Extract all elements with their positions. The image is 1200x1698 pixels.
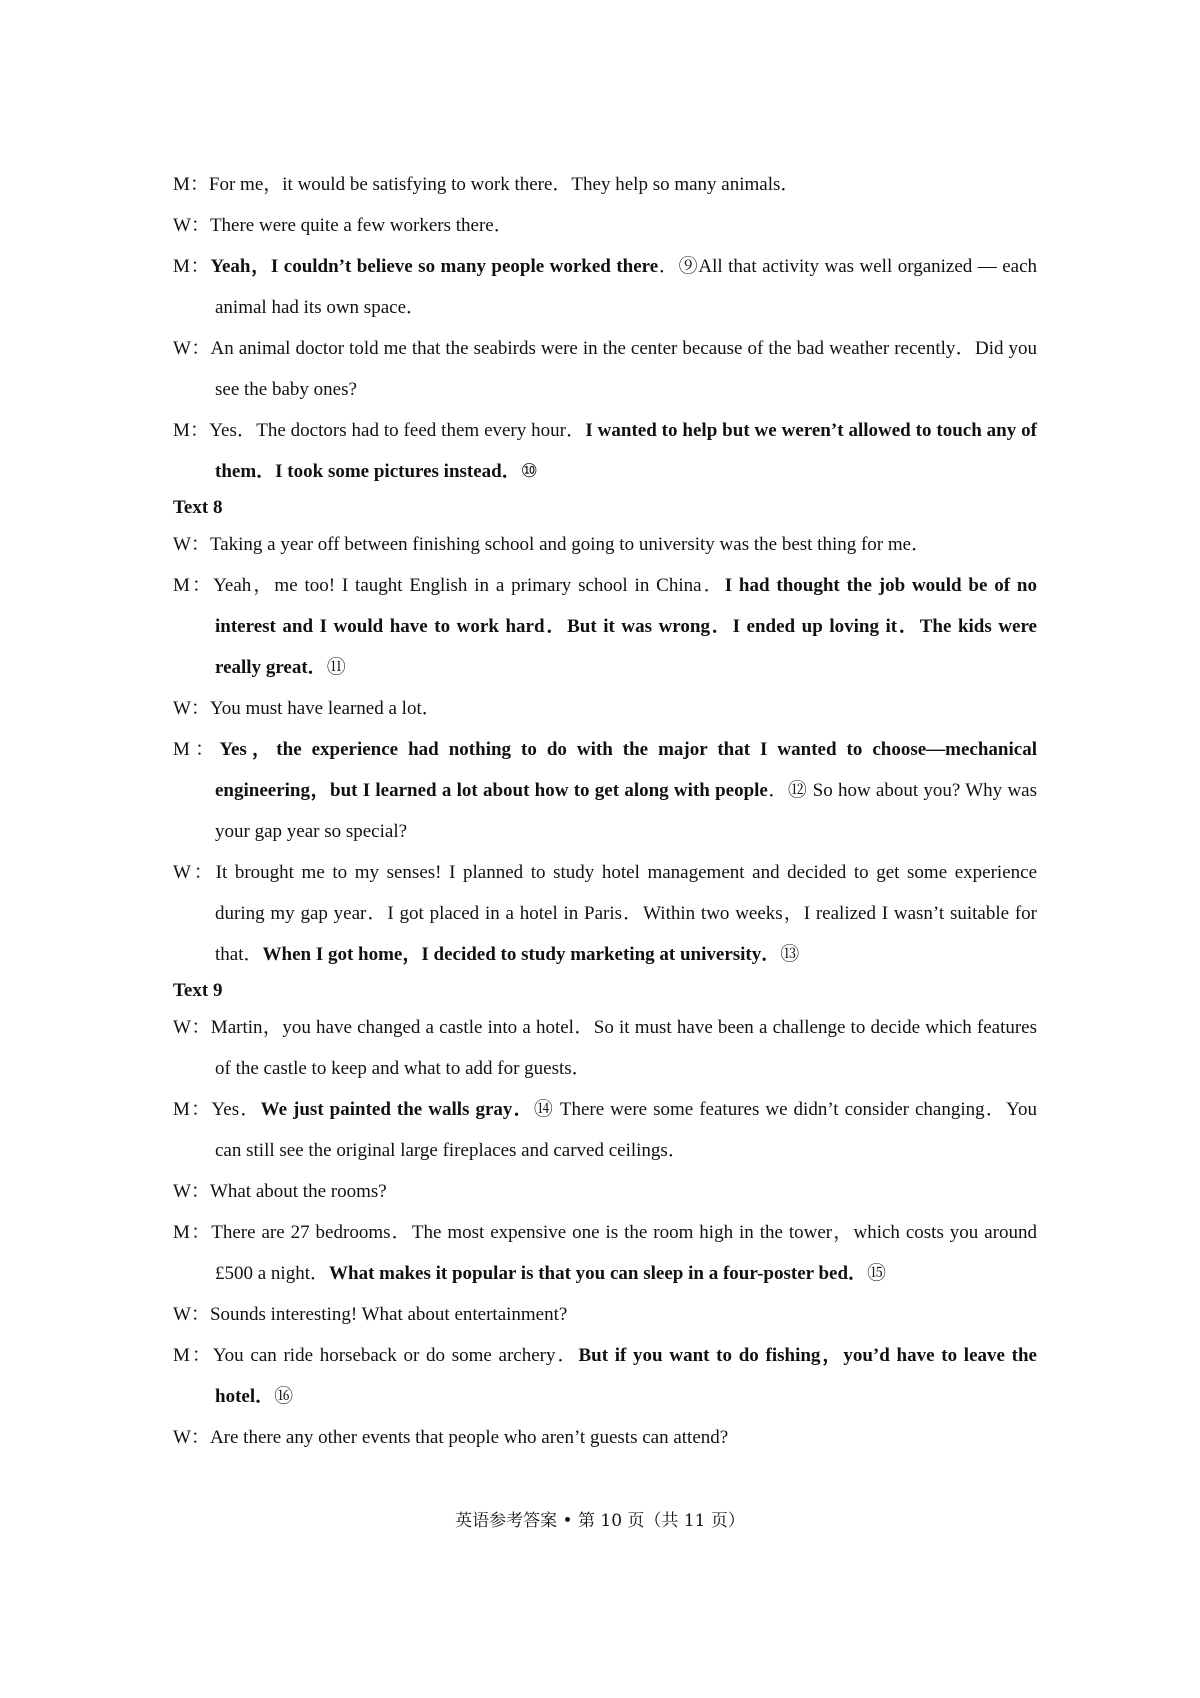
- speaker-label: M：: [173, 575, 214, 596]
- dialogue-line: [173, 688, 1037, 729]
- speaker-label: W：: [173, 215, 210, 236]
- dialogue-text: ⑩: [520, 461, 538, 482]
- dialogue-text: For me，it would be satisfying to work there．They help so many animals．: [208, 174, 800, 195]
- dialogue-text: ．⑫ So how about you? Why was your gap year so special?: [215, 780, 1037, 842]
- answer-highlight: What makes it popular is that you can sleep in a four-poster bed．: [329, 1263, 868, 1284]
- speaker-label: M：: [173, 420, 210, 441]
- dialogue-line: [173, 1294, 1037, 1335]
- dialogue-text: You must have learned a lot．: [209, 698, 441, 719]
- dialogue-line: [173, 328, 1037, 410]
- speaker-label: W：: [173, 862, 216, 883]
- dialogue-text: It brought me to my senses! I planned to study hotel management and decided to get some experience during my gap year．I got placed in a hotel in Paris．Within two weeks，I realized I wasn’t suitable for that．: [215, 862, 1037, 965]
- answer-highlight: Yeah，I couldn’t believe so many people worked there: [210, 256, 659, 277]
- dialogue-line: [173, 1212, 1037, 1294]
- dialogue-text: ．⑨All that activity was well organized — each animal had its own space．: [215, 256, 1038, 318]
- answer-highlight: But if you want to do fishing，you’d have to leave the hotel．: [215, 1345, 1037, 1407]
- dialogue-text: Are there any other events that people who aren’t guests can attend?: [209, 1427, 729, 1448]
- dialogue-text: An animal doctor told me that the seabirds were in the center because of the bad weather recently．Did you see the baby ones?: [210, 338, 1037, 400]
- answer-highlight: I wanted to help but we weren’t allowed to touch any of them．I took some pictures instead．: [215, 420, 1037, 482]
- dialogue-line: [173, 1417, 1037, 1458]
- dialogue-line: [173, 164, 1037, 205]
- speaker-label: W：: [173, 1304, 210, 1325]
- speaker-label: M：: [173, 174, 209, 195]
- dialogue-text: Taking a year off between finishing school and going to university was the best thing for me．: [209, 534, 931, 555]
- dialogue-text: ⑬: [780, 944, 800, 965]
- speaker-label: M：: [173, 739, 220, 760]
- dialogue-line: [173, 852, 1037, 975]
- dialogue-text: Yes．: [211, 1099, 261, 1120]
- section-heading: Text 8: [173, 497, 223, 518]
- dialogue-line: [173, 205, 1037, 246]
- dialogue-line: [173, 1007, 1037, 1089]
- dialogue-text: What about the rooms?: [209, 1181, 387, 1202]
- dialogue-line: [173, 565, 1037, 688]
- speaker-label: W：: [173, 698, 210, 719]
- dialogue-text: There were quite a few workers there．: [209, 215, 513, 236]
- dialogue-text: You can ride horseback or do some archery．: [212, 1345, 579, 1366]
- dialogue-text: ⑪: [326, 657, 346, 678]
- dialogue-text: Martin，you have changed a castle into a hotel．So it must have been a challenge to decide which features of the castle to keep and what to add for guests．: [210, 1017, 1037, 1079]
- dialogue-text: ⑮: [867, 1263, 887, 1284]
- dialogue-line: [173, 1089, 1037, 1171]
- dialogue-line: [173, 524, 1037, 565]
- speaker-label: M：: [173, 1222, 212, 1243]
- speaker-label: M：: [173, 256, 211, 277]
- dialogue-text: ⑭ There were some features we didn’t consider changing．You can still see the original large fireplaces and carved ceilings．: [215, 1099, 1037, 1161]
- dialogue-line: [173, 1335, 1037, 1417]
- section-heading: Text 9: [173, 980, 223, 1001]
- dialogue-text: There are 27 bedrooms．The most expensive one is the room high in the tower，which costs you around £500 a night．: [211, 1222, 1037, 1284]
- transcript: [173, 164, 1037, 1458]
- answer-highlight: We just painted the walls gray．: [260, 1099, 534, 1120]
- page-footer: 英语参考答案 • 第 10 页（共 11 页）: [455, 1511, 745, 1531]
- speaker-label: W：: [173, 1427, 210, 1448]
- answer-highlight: I had thought the job would be of no interest and I would have to work hard．But it was wrong．I ended up loving it．The kids were really great．: [215, 575, 1037, 678]
- speaker-label: M：: [173, 1345, 213, 1366]
- answer-highlight: When I got home，I decided to study marketing at university．: [262, 944, 781, 965]
- dialogue-text: ⑯: [274, 1386, 294, 1407]
- speaker-label: M：: [173, 1099, 212, 1120]
- dialogue-line: [173, 246, 1037, 328]
- answer-highlight: Yes，the experience had nothing to do with the major that I wanted to choose—mechanical engineering，but I learned a lot about how to get along with people: [215, 739, 1037, 801]
- dialogue-line: [173, 729, 1037, 852]
- dialogue-text: Yes．The doctors had to feed them every hour．: [209, 420, 586, 441]
- speaker-label: W：: [173, 338, 211, 359]
- dialogue-text: Sounds interesting! What about entertainment?: [209, 1304, 568, 1325]
- speaker-label: W：: [173, 1181, 210, 1202]
- speaker-label: W：: [173, 534, 210, 555]
- dialogue-text: Yeah，me too! I taught English in a primary school in China．: [213, 575, 725, 596]
- dialogue-line: [173, 1171, 1037, 1212]
- dialogue-line: [173, 410, 1037, 492]
- speaker-label: W：: [173, 1017, 211, 1038]
